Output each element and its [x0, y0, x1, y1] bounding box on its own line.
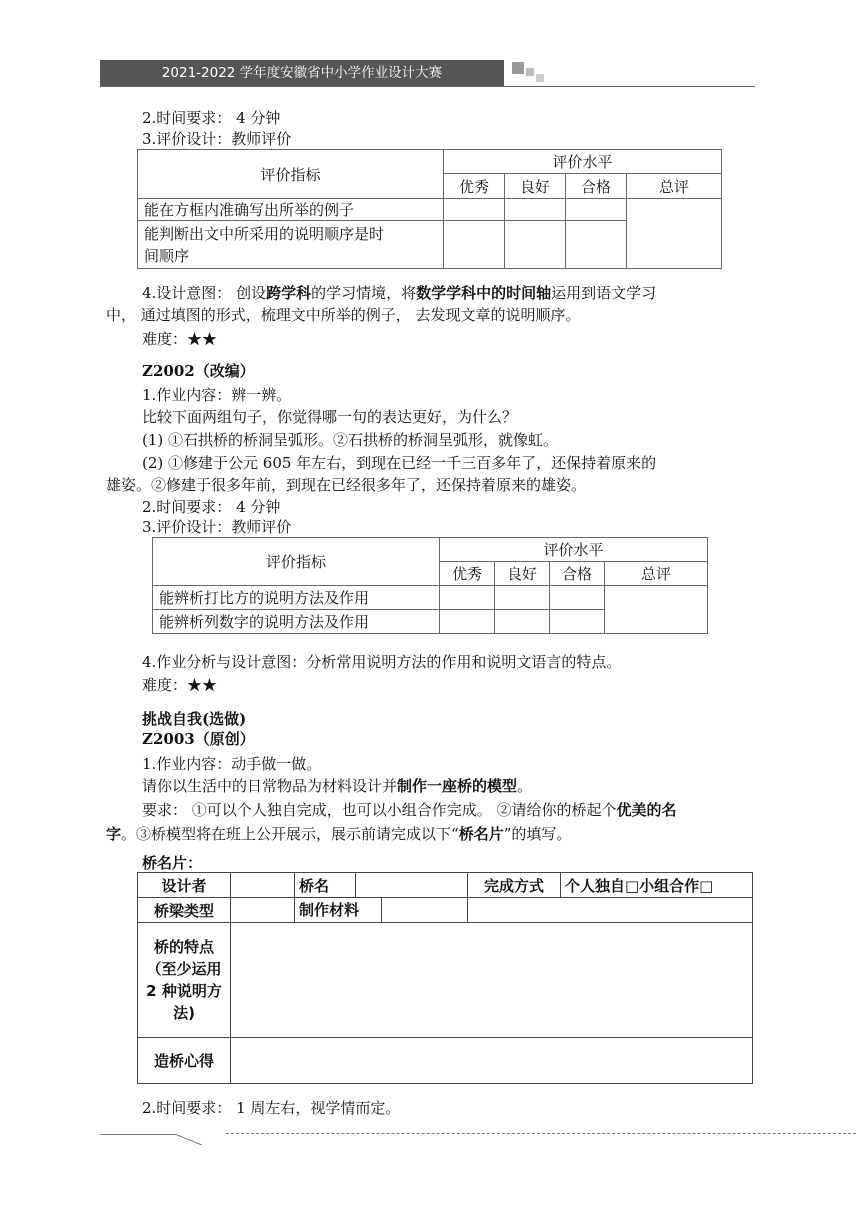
evaluation-table — [152, 537, 708, 634]
method-options[interactable]: 个人独自□小组合作□ — [561, 873, 753, 898]
time-requirement: 2.时间要求： 4 分钟 — [142, 109, 281, 127]
time-requirement: 2.时间要求： 1 周左右，视学情而定。 — [142, 1099, 401, 1117]
total-cell — [627, 199, 722, 269]
section-title: Z2002（改编） — [142, 362, 255, 380]
footer-rule — [100, 1134, 176, 1135]
level-header: 评价水平 — [440, 538, 708, 562]
bridge-name-label: 桥名 — [295, 873, 356, 898]
sentence-group-2: (2) ①修建于公元 605 年左右，到现在已经一千三百多年了，还保持着原来的 — [142, 454, 657, 472]
header-title: 2021-2022 学年度安徽省中小学作业设计大赛 — [161, 65, 443, 81]
task-requirement: 要求： ①可以个人独自完成，也可以小组合作完成。 ②请给你的桥起个优美的名 — [142, 801, 677, 819]
header-decoration-square — [526, 68, 534, 76]
material-field[interactable] — [382, 898, 467, 922]
material-cell — [295, 898, 468, 923]
footer-rule-diagonal — [176, 1134, 202, 1145]
designer-label: 设计者 — [138, 873, 231, 898]
design-intent-cont: 中， 通过填图的形式，梳理文中所举的例子， 去发现文章的说明顺序。 — [106, 306, 581, 324]
design-intent: 4.设计意图： 创设跨学科的学习情境，将数学学科中的时间轴运用到语文学习 — [142, 284, 657, 302]
level-pass: 合格 — [550, 562, 605, 586]
total-cell — [605, 586, 708, 634]
level-total: 总评 — [627, 174, 722, 199]
designer-field[interactable] — [231, 873, 295, 898]
design-analysis: 4.作业分析与设计意图：分析常用说明方法的作用和说明文语言的特点。 — [142, 653, 622, 671]
bridge-type-field[interactable] — [231, 898, 295, 923]
level-excellent: 优秀 — [440, 562, 495, 586]
difficulty: 难度：★★ — [142, 676, 218, 694]
indicator-row: 能辨析列数字的说明方法及作用 — [153, 610, 440, 634]
indicator-row: 能在方框内准确写出所举的例子 — [138, 199, 444, 221]
evaluation-design: 3.评价设计：教师评价 — [142, 130, 292, 148]
header-decoration-square — [512, 62, 524, 74]
features-label: 桥的特点（至少运用 2 种说明方法) — [138, 923, 231, 1038]
evaluation-table — [137, 149, 722, 269]
level-good: 良好 — [505, 174, 566, 199]
indicator-header: 评价指标 — [153, 538, 440, 586]
difficulty: 难度：★★ — [142, 330, 218, 348]
challenge-title: 挑战自我(选做) — [142, 710, 247, 728]
task-requirement-cont: 字。③桥模型将在班上公开展示，展示前请完成以下“桥名片”的填写。 — [106, 825, 572, 843]
bridge-name-field[interactable] — [356, 873, 468, 898]
indicator-header: 评价指标 — [138, 150, 444, 199]
time-requirement: 2.时间要求： 4 分钟 — [142, 498, 281, 516]
method-label: 完成方式 — [468, 873, 561, 898]
footer-dashed-rule — [226, 1133, 856, 1134]
feelings-label: 造桥心得 — [138, 1038, 231, 1084]
level-header: 评价水平 — [444, 150, 722, 174]
level-excellent: 优秀 — [444, 174, 505, 199]
task-content: 1.作业内容：动手做一做。 — [142, 755, 322, 773]
section-title: Z2003（原创） — [142, 730, 255, 748]
header-rule — [100, 86, 755, 87]
level-total: 总评 — [605, 562, 708, 586]
bridge-card-label: 桥名片： — [142, 854, 203, 872]
task-content: 1.作业内容：辨一辨。 — [142, 386, 292, 404]
sentence-group-1: (1) ①石拱桥的桥洞呈弧形。②石拱桥的桥洞呈弧形，就像虹。 — [142, 431, 559, 449]
sentence-group-2-cont: 雄姿。②修建于很多年前，到现在已经很多年了，还保持着原来的雄姿。 — [106, 476, 587, 494]
material-field-ext[interactable] — [468, 898, 753, 923]
task-question: 比较下面两组句子，你觉得哪一句的表达更好，为什么？ — [142, 408, 518, 426]
indicator-row: 能判断出文中所采用的说明顺序是时 间顺序 — [138, 221, 444, 269]
header-decoration-square — [536, 74, 544, 82]
evaluation-design: 3.评价设计：教师评价 — [142, 518, 292, 536]
level-pass: 合格 — [566, 174, 627, 199]
bridge-type-label: 桥梁类型 — [138, 898, 231, 923]
feelings-field[interactable] — [231, 1038, 753, 1084]
material-label: 制作材料 — [295, 898, 382, 922]
task-description: 请你以生活中的日常物品为材料设计并制作一座桥的模型。 — [142, 777, 533, 795]
bridge-card-table — [137, 872, 753, 1084]
indicator-row: 能辨析打比方的说明方法及作用 — [153, 586, 440, 610]
features-field[interactable] — [231, 923, 753, 1038]
level-good: 良好 — [495, 562, 550, 586]
